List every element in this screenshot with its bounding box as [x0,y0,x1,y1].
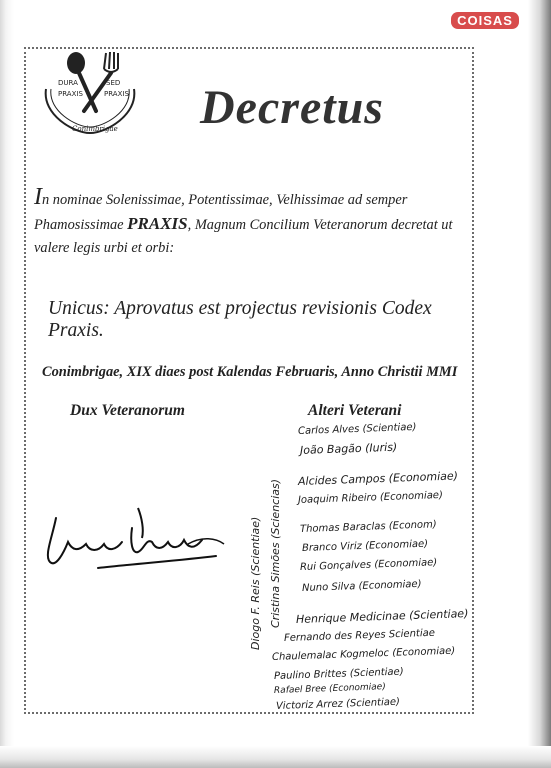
emblem-text-praxis-right: PRAXIS [104,90,129,98]
signer-entry: Victoriz Arrez (Scientiae) [275,696,401,712]
preamble-line-1: n nominae Solenissimae, Potentissimae, Velhissimae ad semper [42,192,408,208]
signer-entry: Branco Viriz (Economiae) [301,538,429,554]
page-title: Decretus [200,81,384,134]
signer-entry: Rui Gonçalves (Economiae) [299,557,438,573]
vertical-signatures [245,428,293,660]
dux-signature [38,498,234,586]
vertical-signature-2: Cristina Simões (Sciencias) [269,478,282,628]
preamble-line-3: valere legis urbi et orbi: [34,240,175,256]
signer-entry: Joaquim Ribeiro (Economiae) [297,489,444,506]
signer-entry: Henrique Medicinae (Scientiae) [295,606,469,626]
signer-entry: Alcides Campos (Economiae) [297,469,459,488]
veterani-heading: Alteri Veterani [308,402,402,419]
signer-entry: Nuno Silva (Economiae) [301,578,422,594]
decree-resolution: Unicus: Aprovatus est projectus revisionis Codex Praxis. [48,298,432,341]
emblem-text-praxis-left: PRAXIS [58,90,83,98]
dux-heading: Dux Veteranorum [70,402,185,419]
emblem-seal [34,45,146,137]
place-date: Conimbrigae, XIX diaes post Kalendas Februaris, Anno Christii MMI [42,364,458,380]
signer-entry: Chaulemalac Kogmeloc (Economiae) [271,645,456,663]
decree-preamble [34,186,466,260]
emblem-text-dura: DURA [58,79,78,87]
signer-entry: João Bagão (Iuris) [299,440,398,457]
signer-entry: Paulino Brittes (Scientiae) [273,666,404,682]
page-bottom-shadow [0,746,551,768]
vertical-signature-1: Diogo F. Reis (Scientiae) [249,516,262,650]
signer-entry: Carlos Alves (Scientiae) [297,421,417,437]
emblem-text-sed: SED [106,79,121,87]
signer-entry: Rafael Bree (Economiae) [273,682,386,696]
preamble-praxis: PRAXIS [127,214,188,233]
emblem-ribbon-text: Conimbrigae [72,125,118,133]
magazine-badge: COISAS [451,12,519,29]
preamble-initial: I [34,184,42,210]
signer-entry: Thomas Baraclas (Econom) [299,519,437,535]
signer-entry: Fernando des Reyes Scientiae [283,627,436,644]
preamble-line-2b: , Magnum Concilium Veteranorum decretat ut [187,217,453,233]
preamble-line-2a: Phamosissimae [34,217,128,233]
